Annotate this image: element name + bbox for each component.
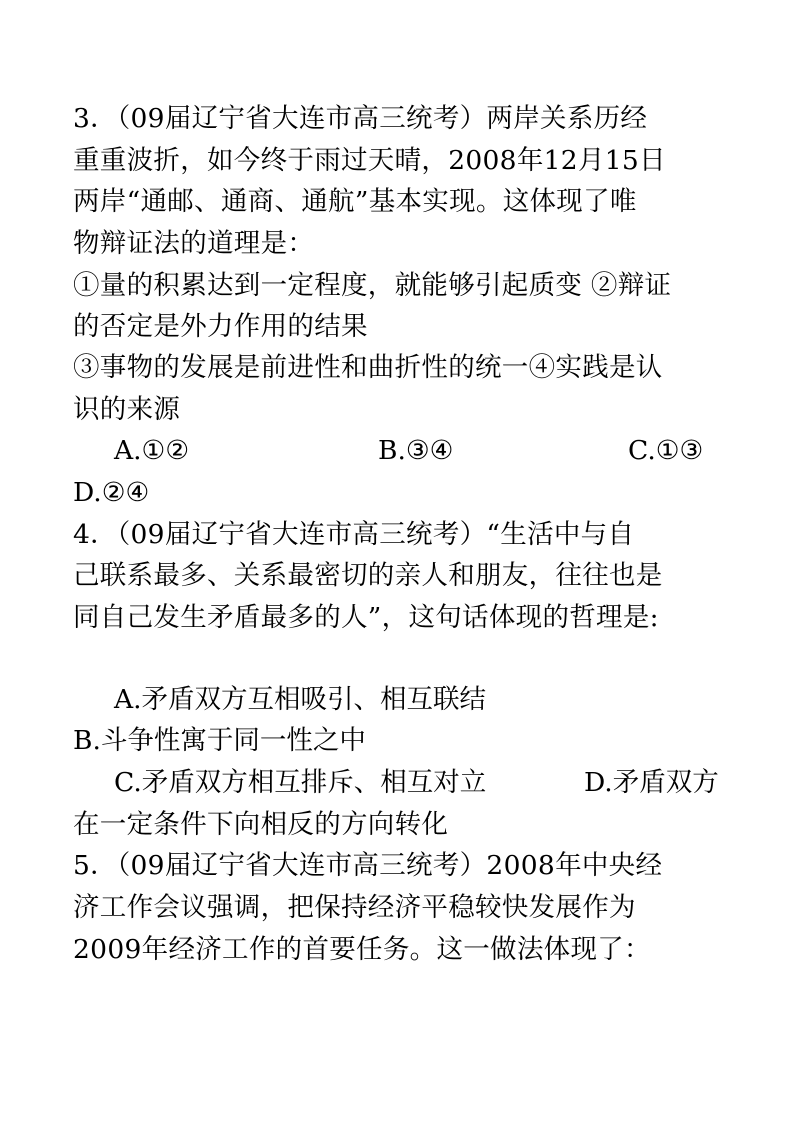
q5-stem-line-2: 济工作会议强调，把保持经济平稳较快发展作为 xyxy=(73,892,636,923)
q4-option-b: B.斗争性寓于同一性之中 xyxy=(73,725,366,756)
q4-option-c: C.矛盾双方相互排斥、相互对立 xyxy=(114,767,487,798)
q3-option-b: B.③④ xyxy=(378,435,454,466)
q5-stem-line-1: 5．（09届辽宁省大连市高三统考）2008年中央经 xyxy=(73,850,663,881)
q4-option-a: A.矛盾双方互相吸引、相互联结 xyxy=(114,684,487,715)
q4-stem-line-3: 同自己发生矛盾最多的人”，这句话体现的哲理是: xyxy=(73,602,659,633)
q3-stem-line-1: 3．（09届辽宁省大连市高三统考）两岸关系历经 xyxy=(73,103,648,134)
q3-option-a: A.①② xyxy=(114,435,190,466)
q4-option-d-continuation: 在一定条件下向相反的方向转化 xyxy=(73,809,449,840)
q3-stem-line-3: 两岸“通邮、通商、通航”基本实现。这体现了唯 xyxy=(73,186,637,217)
q3-statement-line-1: ①量的积累达到一定程度，就能够引起质变 ②辩证 xyxy=(73,270,672,301)
q3-stem-line-2: 重重波折，如今终于雨过天晴，2008年12月15日 xyxy=(73,145,666,176)
q4-stem-line-1: 4．（09届辽宁省大连市高三统考）“生活中与自 xyxy=(73,519,635,550)
q3-statement-line-4: 识的来源 xyxy=(73,394,181,425)
q5-stem-line-3: 2009年经济工作的首要任务。这一做法体现了： xyxy=(73,934,651,965)
q3-stem-line-4: 物辩证法的道理是： xyxy=(73,228,315,259)
q3-option-d: D.②④ xyxy=(73,477,150,508)
q4-stem-line-2: 己联系最多、关系最密切的亲人和朋友，往往也是 xyxy=(73,560,663,591)
q3-statement-line-3: ③事物的发展是前进性和曲折性的统一④实践是认 xyxy=(73,352,663,383)
q4-option-d: D.矛盾双方 xyxy=(584,767,719,798)
q3-statement-line-2: 的否定是外力作用的结果 xyxy=(73,311,368,342)
q3-option-c: C.①③ xyxy=(628,435,704,466)
